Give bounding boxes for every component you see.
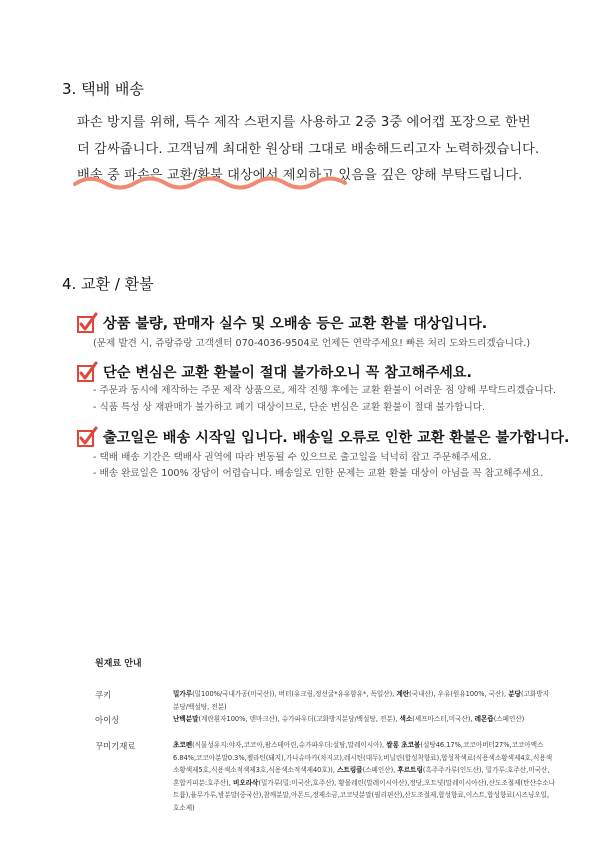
ingredient-text-cookie <box>173 688 555 713</box>
ingredient-name: 레몬즙 <box>474 715 494 723</box>
ingredient-text-decoration <box>173 739 555 814</box>
ingredient-detail: (스페인산) <box>493 715 525 723</box>
ingredient-label-cookie: 쿠키 <box>95 690 112 700</box>
policy-item-shipping-date <box>76 426 569 448</box>
ingredient-text-icing <box>173 713 555 726</box>
ingredient-detail: (흑주주가루(인도산), 밀가루:호주산,미국산, 혼합커피분:호주산), <box>173 766 550 787</box>
ingredient-name: 스트링클 <box>337 766 363 774</box>
shipping-line-2: 더 감싸줍니다. 고객님께 최대한 원상태 그대로 배송해드리고자 노력하겠습니다. <box>77 142 540 157</box>
policy-note: - 택배 배송 기간은 택배사 권역에 따라 변동될 수 있으므로 출고일을 넉넉히 잡고 주문해주세요. <box>93 452 492 463</box>
ingredient-detail: (국내산), 우유(원유100%, 국산), <box>409 690 509 698</box>
ingredient-label-icing: 아이싱 <box>95 715 120 725</box>
ingredient-detail: (셰프마스터,미국산), <box>412 715 475 723</box>
ingredient-detail: (밀가루(밀:미국산,호주산), 황몰레린(말레이시아산),정당,오트넛(말레이시아산),산도조절제(탄산수소나트륨),율무가루,밤분말(중국산),참깨분말,아몬드,정제소금,코코넛분말(필리핀산),산도조절제,합성향료,이스트,합성향료(시즈닝오일,호소제) <box>173 778 555 812</box>
shipping-line-1: 파손 방지를 위해, 특수 제작 스펀지를 사용하고 2중 3중 에어캡 포장으로 한번 <box>77 115 531 130</box>
shipping-section-title: 3. 택배 배송 <box>62 80 144 98</box>
ingredient-name: 비오라삭 <box>232 778 259 787</box>
shipping-line-3: 배송 중 파손은 교환/환불 대상에서 제외하고 있음을 깊은 양해 부탁드립니다. <box>77 168 523 183</box>
ingredient-name: 분당 <box>508 690 521 698</box>
ingredient-name: 계란 <box>396 690 410 698</box>
ingredient-name: 후르트링 <box>397 766 423 774</box>
ingredient-label-decoration: 꾸미기재료 <box>95 741 136 751</box>
policy-note: - 주문과 동시에 제작하는 주문 제작 상품으로, 제작 진행 후에는 교환 환불이 어려운 점 양해 부탁드리겠습니다. <box>93 385 557 396</box>
ingredient-detail: (계란흰자100%, 덴마크산), 슈가파우더(고화방지분당/백설탕, 전분), <box>198 715 400 723</box>
policy-note: (문제 발견 시, 쥬랑쥬랑 고객센터 070-4036-9504로 언제든 연락주세요! 빠른 처리 도와드리겠습니다.) <box>93 338 531 349</box>
policy-note: - 식품 특성 상 재판매가 불가하고 폐기 대상이므로, 단순 변심은 교환 환불이 절대 불가합니다. <box>93 402 486 413</box>
policy-item-change-of-mind <box>76 361 472 383</box>
policy-heading: 출고일은 배송 시작일 입니다. 배송일 오류로 인한 교환 환불은 불가합니다. <box>103 430 570 446</box>
policy-note: - 배송 완료일은 100% 장담이 어렵습니다. 배송일로 인한 문제는 교환 환불 대상이 아님을 꼭 참고해주세요. <box>93 468 544 479</box>
checkbox-checked-icon <box>76 312 98 334</box>
ingredient-name: 초코펜 <box>173 741 193 749</box>
policy-heading: 단순 변심은 교환 환불이 절대 불가하오니 꼭 참고해주세요. <box>103 365 472 381</box>
ingredient-name: 난백분말 <box>173 715 199 723</box>
ingredient-name: 쌀롱 초코볼 <box>386 741 421 749</box>
checkbox-checked-icon <box>76 361 98 383</box>
ingredient-detail: (스페인산), <box>362 766 398 774</box>
ingredient-name: 밀가루 <box>173 690 193 698</box>
ingredient-detail: (고화방지분당/백설탕, 전분) <box>173 690 549 711</box>
policy-item-defect <box>76 312 487 334</box>
ingredient-detail: (설탕46.17%,코코아버터27%,코코아액스6.84%,코코아분말0.3%,젤라틴(돼지),가나슈마카(차지고),레시틴(대두),버닐린(합성착향료),합성착색료(식용색소황색제4호,식용색소황색제5호,식용색소적색제3호,식용색소적색제40호)), <box>173 741 553 774</box>
wavy-underline <box>73 172 355 194</box>
ingredient-name: 색소 <box>399 715 413 723</box>
ingredient-detail: (식물성유지:야자,코코아,팜스테아린,슈가파우더:설탕,말레이시아), <box>192 741 387 749</box>
policy-heading: 상품 불량, 판매자 실수 및 오배송 등은 교환 환불 대상입니다. <box>103 316 488 332</box>
exchange-section-title: 4. 교환 / 환불 <box>62 275 154 293</box>
ingredients-title: 원재료 안내 <box>95 659 142 669</box>
checkbox-checked-icon <box>76 426 98 448</box>
ingredient-detail: (밀100%/국내가공(미국산)), 버터(유크림,정선굴*유유함유*, 독일산), <box>192 690 397 698</box>
